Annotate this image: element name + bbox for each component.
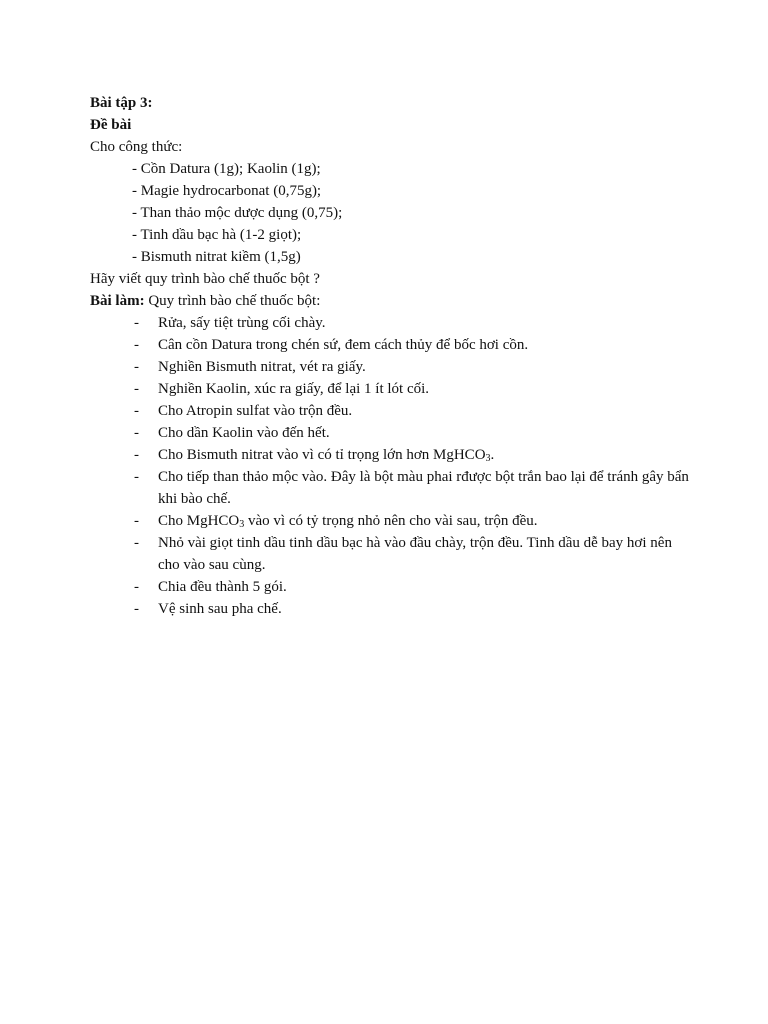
- procedure-step: [90, 532, 690, 576]
- step-text: Nghiền Bismuth nitrat, vét ra giấy.: [158, 359, 366, 375]
- procedure-step: [90, 356, 690, 378]
- ingredient-item: - Than thảo mộc dược dụng (0,75);: [132, 205, 343, 221]
- step-dash: -: [134, 359, 139, 375]
- document-body: [90, 92, 690, 620]
- step-dash: -: [134, 469, 139, 485]
- procedure-step: [90, 422, 690, 444]
- problem-intro: Cho công thức:: [90, 139, 183, 155]
- step-dash: -: [134, 337, 139, 353]
- step-dash: -: [134, 535, 139, 551]
- answer-intro-line: [90, 290, 690, 312]
- step-dash: -: [134, 425, 139, 441]
- procedure-step: [90, 400, 690, 422]
- ingredient-list: [90, 158, 690, 268]
- step-dash: -: [134, 403, 139, 419]
- step-text: Chia đều thành 5 gói.: [158, 579, 287, 595]
- step-text: Rửa, sấy tiệt trùng cối chày.: [158, 315, 326, 331]
- procedure-step: [90, 466, 690, 510]
- procedure-step: [90, 378, 690, 400]
- step-text: Cho tiếp than thảo mộc vào. Đây là bột màu phai rđược bột trắn bao lại để tránh gây bẩn khi bào chế.: [158, 469, 689, 507]
- step-text: Cho Atropin sulfat vào trộn đều.: [158, 403, 353, 419]
- step-dash: -: [134, 513, 139, 529]
- procedure-step: [90, 576, 690, 598]
- exercise-heading: Bài tập 3:: [90, 95, 153, 111]
- step-text: Nghiền Kaolin, xúc ra giấy, để lại 1 ít lót cối.: [158, 381, 430, 397]
- procedure-step: [90, 334, 690, 356]
- ingredient-item: - Bismuth nitrat kiềm (1,5g): [132, 249, 301, 265]
- step-dash: -: [134, 381, 139, 397]
- ingredient-item: - Tinh dầu bạc hà (1-2 giọt);: [132, 227, 302, 243]
- step-text: Cho Bismuth nitrat vào vì có tỉ trọng lớn hơn MgHCO$_3$.: [158, 447, 495, 464]
- step-text: Nhỏ vài giọt tinh dầu tinh dầu bạc hà vào đầu chày, trộn đều. Tinh dầu dễ bay hơi nên cho vào sau cùng.: [158, 535, 672, 573]
- problem-heading: Đề bài: [90, 117, 132, 133]
- procedure-steps: [90, 312, 690, 620]
- ingredient-item: - Cồn Datura (1g); Kaolin (1g);: [132, 161, 321, 177]
- step-text: Cho MgHCO$_3$ vào vì có tỷ trọng nhỏ nên cho vài sau, trộn đều.: [158, 513, 538, 530]
- ingredient-item: - Magie hydrocarbonat (0,75g);: [132, 183, 322, 199]
- step-dash: -: [134, 315, 139, 331]
- answer-intro: Quy trình bào chế thuốc bột:: [144, 293, 321, 309]
- answer-label: Bài làm:: [90, 293, 145, 309]
- step-dash: -: [134, 447, 139, 463]
- procedure-step: [90, 444, 690, 466]
- procedure-step: [90, 510, 690, 532]
- step-text: Vệ sinh sau pha chế.: [158, 601, 282, 617]
- step-text: Cân cồn Datura trong chén sứ, đem cách thủy để bốc hơi cồn.: [158, 337, 529, 353]
- procedure-step: [90, 598, 690, 620]
- step-dash: -: [134, 579, 139, 595]
- procedure-step: [90, 312, 690, 334]
- step-dash: -: [134, 601, 139, 617]
- step-text: Cho dần Kaolin vào đến hết.: [158, 425, 330, 441]
- question-text: Hãy viết quy trình bào chế thuốc bột ?: [90, 271, 320, 287]
